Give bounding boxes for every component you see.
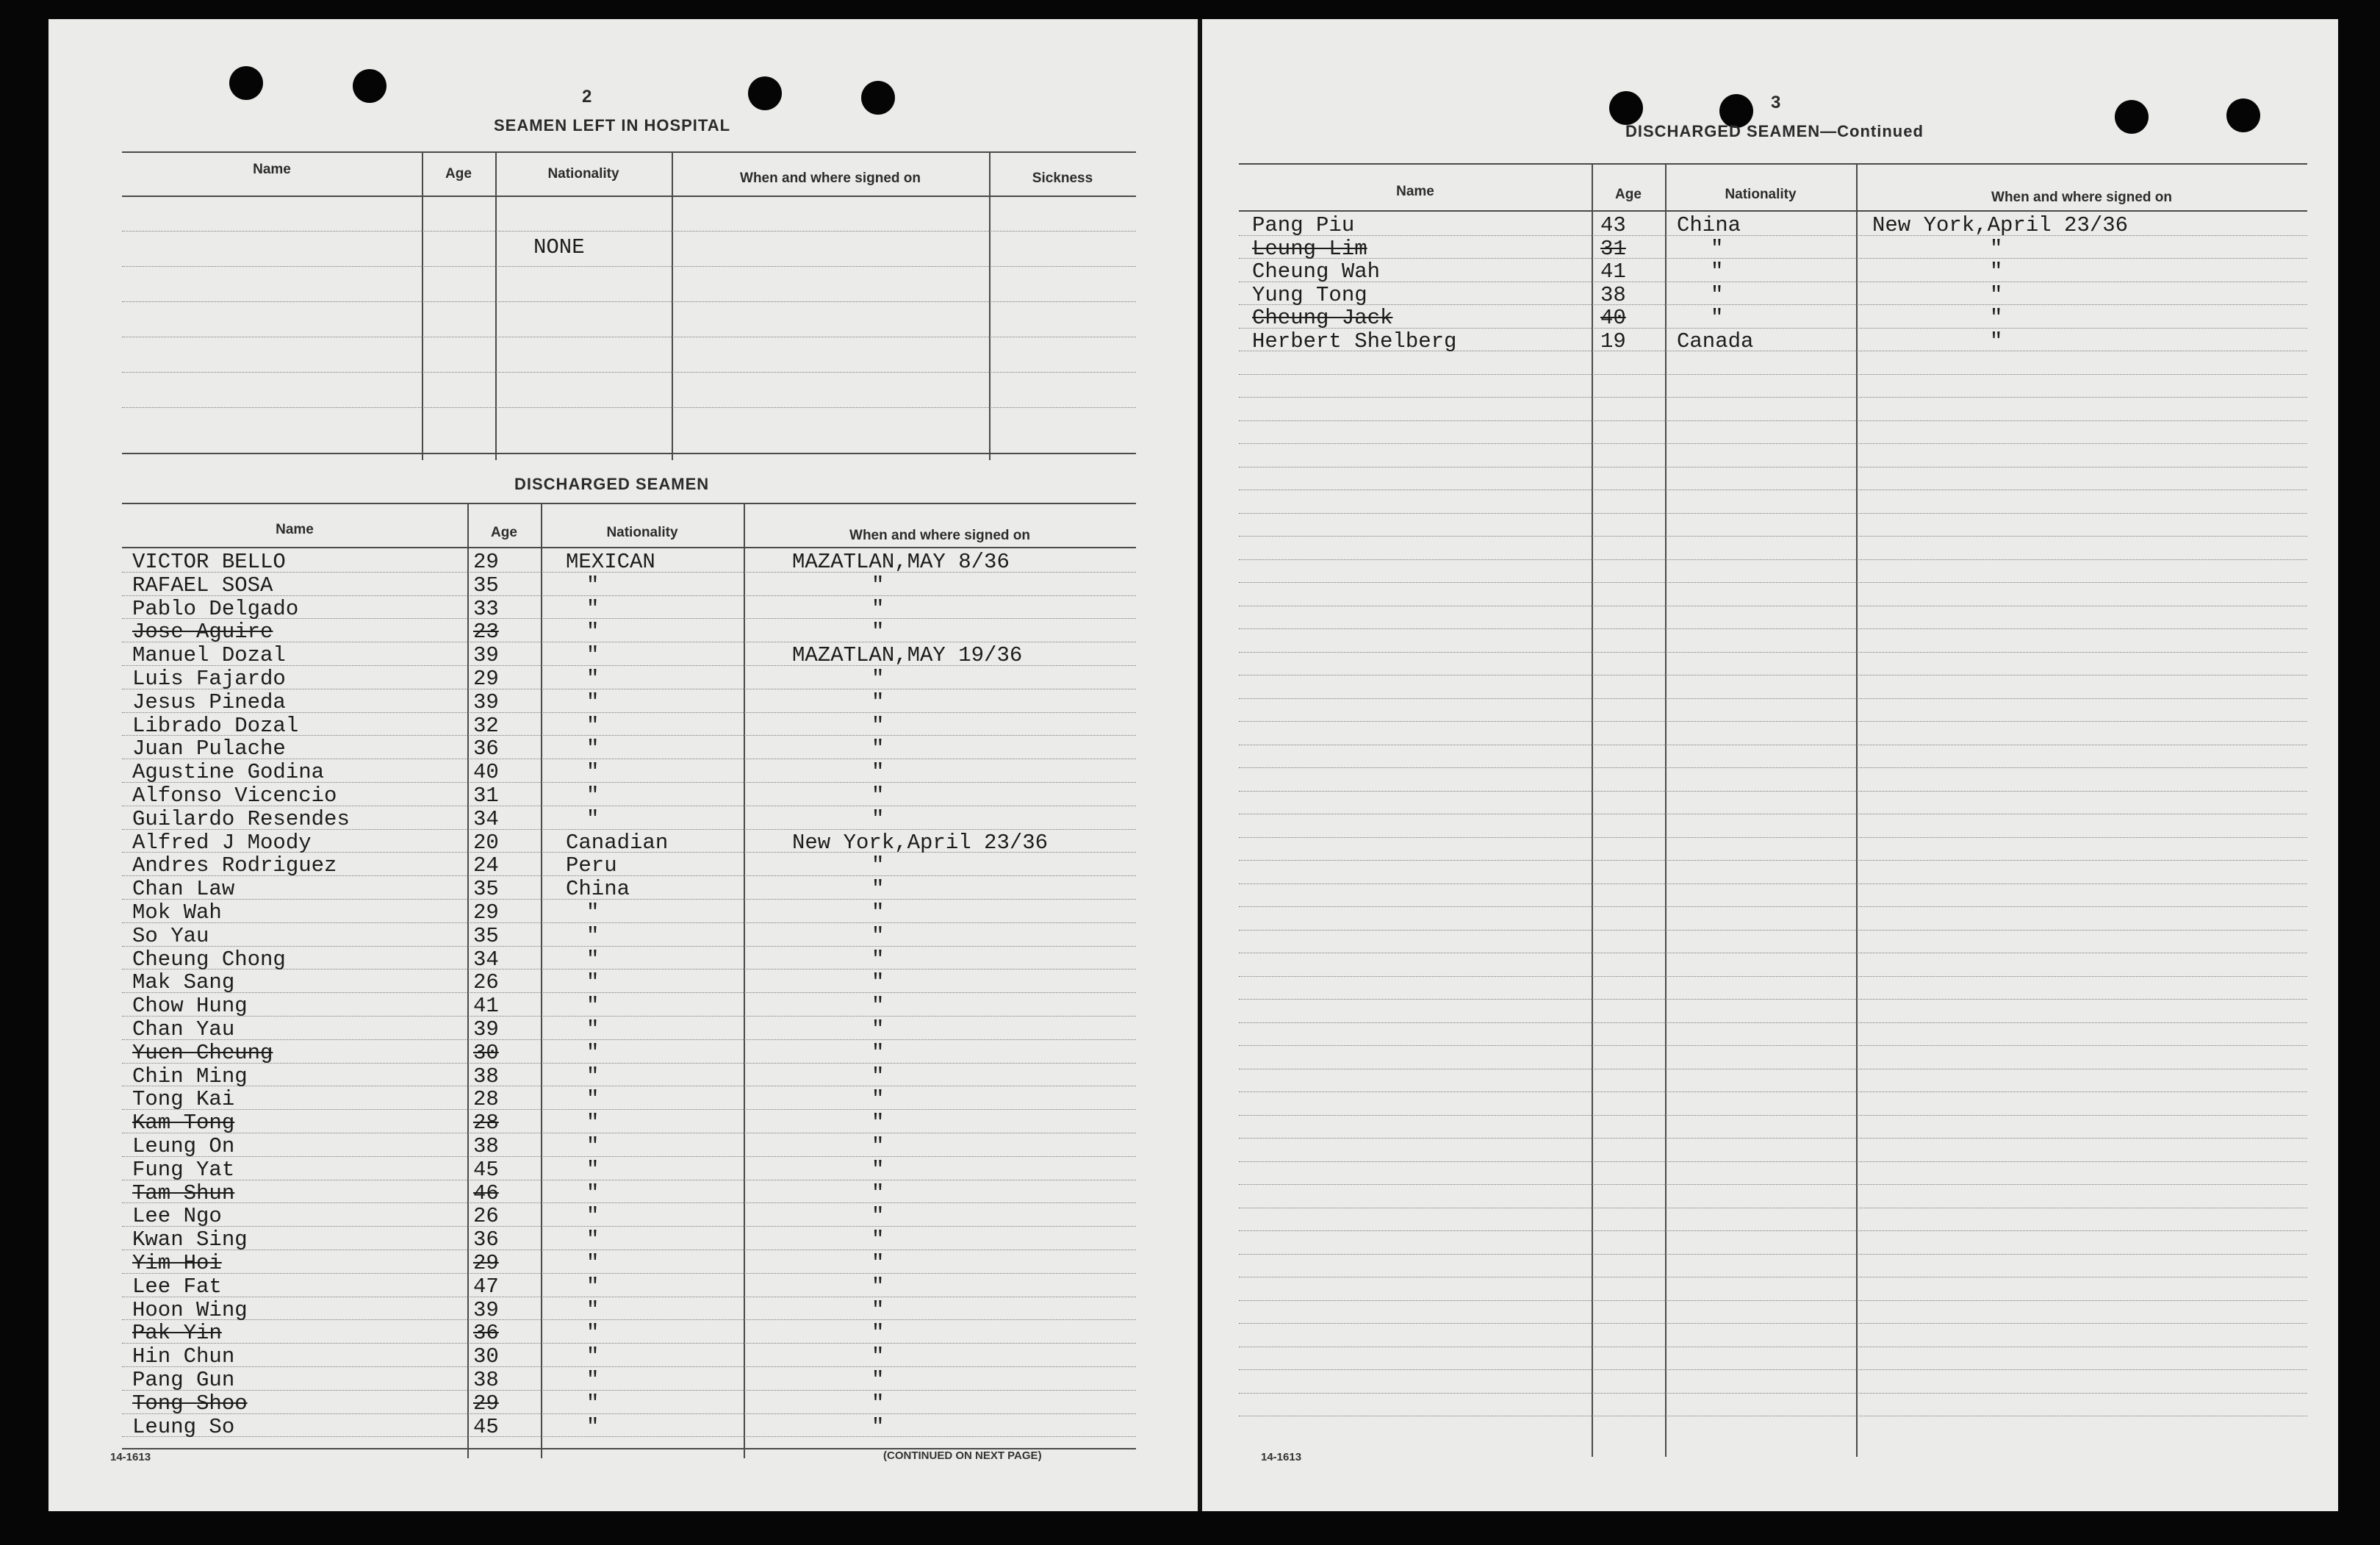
seaman-nationality: Peru — [566, 853, 617, 878]
page-number: 3 — [1771, 93, 1781, 112]
seaman-age: 41 — [473, 994, 499, 1019]
seaman-name: Leung On — [132, 1134, 235, 1158]
seaman-name: Kam Tong — [132, 1111, 235, 1136]
seaman-name: Yung Tong — [1252, 282, 1367, 307]
seaman-nationality: " — [586, 970, 600, 995]
seaman-nationality: " — [586, 923, 600, 948]
left-page — [48, 19, 1198, 1511]
seaman-nationality: " — [586, 760, 600, 785]
seaman-age: 36 — [473, 1321, 499, 1346]
seaman-name: Mak Sang — [132, 970, 235, 995]
seaman-age: 31 — [1600, 236, 1626, 261]
seaman-age: 30 — [473, 1040, 499, 1065]
seaman-signed-on: " — [871, 1157, 885, 1182]
seaman-nationality: " — [586, 620, 600, 645]
seaman-nationality: MEXICAN — [566, 550, 655, 574]
col-name: Name — [1396, 184, 1434, 199]
col-signed: When and where signed on — [740, 171, 921, 186]
seaman-signed-on: " — [871, 853, 885, 878]
seaman-name: Cheung Wah — [1252, 259, 1381, 284]
seaman-age: 23 — [473, 620, 499, 645]
seaman-name: Pak Yin — [132, 1321, 222, 1346]
seaman-nationality: " — [586, 596, 600, 621]
seaman-nationality: " — [586, 1040, 600, 1065]
seaman-nationality: " — [586, 1274, 600, 1299]
seaman-age: 36 — [473, 736, 499, 761]
seaman-age: 43 — [1600, 213, 1626, 237]
seaman-name: Yim Hoi — [132, 1251, 222, 1275]
seaman-signed-on: " — [871, 596, 885, 621]
seaman-age: 40 — [1600, 306, 1626, 330]
seaman-name: Hin Chun — [132, 1344, 235, 1369]
seaman-nationality: " — [586, 900, 600, 925]
seaman-signed-on: " — [871, 620, 885, 645]
seaman-age: 34 — [473, 947, 499, 972]
seaman-signed-on: " — [871, 1321, 885, 1346]
col-nationality: Nationality — [1725, 187, 1797, 202]
seaman-signed-on: " — [871, 1017, 885, 1042]
seaman-nationality: " — [586, 1391, 600, 1416]
seaman-nationality: " — [586, 689, 600, 714]
seaman-nationality: " — [586, 1204, 600, 1229]
seaman-signed-on: " — [871, 1344, 885, 1369]
discharged-heading: DISCHARGED SEAMEN — [514, 475, 710, 493]
seaman-nationality: " — [586, 1227, 600, 1252]
seaman-age: 30 — [473, 1344, 499, 1369]
seaman-signed-on: " — [871, 994, 885, 1019]
seaman-name: Kwan Sing — [132, 1227, 248, 1252]
seaman-age: 26 — [473, 970, 499, 995]
seaman-age: 38 — [1600, 282, 1626, 307]
seaman-nationality: " — [586, 806, 600, 831]
seaman-name: Leung So — [132, 1414, 235, 1439]
seaman-age: 35 — [473, 877, 499, 902]
col-sickness: Sickness — [1032, 171, 1093, 186]
seaman-nationality: " — [586, 1111, 600, 1136]
discharged-table — [122, 503, 1136, 1458]
seaman-name: Andres Rodriguez — [132, 853, 337, 878]
seaman-signed-on: " — [871, 1087, 885, 1112]
seaman-name: Agustine Godina — [132, 760, 325, 785]
seaman-age: 20 — [473, 830, 499, 855]
continued-note: (CONTINUED ON NEXT PAGE) — [883, 1449, 1042, 1462]
seaman-name: Pang Piu — [1252, 213, 1355, 237]
seaman-age: 19 — [1600, 329, 1626, 354]
seaman-name: Chow Hung — [132, 994, 248, 1019]
seaman-nationality: " — [586, 1134, 600, 1158]
seaman-age: 35 — [473, 923, 499, 948]
seaman-age: 39 — [473, 1017, 499, 1042]
seaman-name: Herbert Shelberg — [1252, 329, 1457, 354]
seaman-name: Pablo Delgado — [132, 596, 299, 621]
seaman-signed-on: " — [871, 947, 885, 972]
punch-hole — [2226, 98, 2260, 132]
col-nationality: Nationality — [547, 166, 619, 182]
seaman-name: Fung Yat — [132, 1157, 235, 1182]
seaman-signed-on: " — [871, 1227, 885, 1252]
seaman-signed-on: " — [871, 1274, 885, 1299]
seaman-signed-on: New York,April 23/36 — [1872, 213, 2129, 237]
seaman-name: Cheung Jack — [1252, 306, 1393, 330]
seaman-name: Librado Dozal — [132, 713, 299, 738]
seaman-name: VICTOR BELLO — [132, 550, 286, 574]
seaman-signed-on: " — [871, 573, 885, 598]
seaman-nationality: " — [586, 1064, 600, 1089]
seaman-name: Juan Pulache — [132, 736, 286, 761]
seaman-age: 26 — [473, 1204, 499, 1229]
seaman-age: 39 — [473, 643, 499, 668]
seaman-name: Chin Ming — [132, 1064, 248, 1089]
seaman-age: 46 — [473, 1180, 499, 1205]
seaman-signed-on: " — [871, 1204, 885, 1229]
seaman-signed-on: " — [1990, 282, 2003, 307]
seaman-age: 28 — [473, 1111, 499, 1136]
seaman-nationality: " — [1711, 236, 1724, 261]
seaman-name: Lee Fat — [132, 1274, 222, 1299]
seaman-age: 38 — [473, 1368, 499, 1392]
seaman-nationality: China — [566, 877, 630, 902]
seaman-name: Tam Shun — [132, 1180, 235, 1205]
seaman-name: Jesus Pineda — [132, 689, 286, 714]
seaman-age: 32 — [473, 713, 499, 738]
seaman-nationality: " — [586, 947, 600, 972]
punch-hole — [353, 69, 387, 103]
seaman-name: Mok Wah — [132, 900, 222, 925]
seaman-signed-on: " — [871, 1134, 885, 1158]
discharged-continued-table — [1239, 163, 2307, 1457]
seaman-name: Yuen Cheung — [132, 1040, 273, 1065]
seaman-name: Lee Ngo — [132, 1204, 222, 1229]
seaman-name: Guilardo Resendes — [132, 806, 350, 831]
seaman-age: 39 — [473, 689, 499, 714]
seaman-name: Cheung Chong — [132, 947, 286, 972]
seaman-signed-on: " — [871, 1111, 885, 1136]
col-age: Age — [491, 525, 517, 540]
seaman-age: 39 — [473, 1297, 499, 1322]
seaman-nationality: " — [586, 1087, 600, 1112]
seaman-nationality: " — [586, 667, 600, 691]
seaman-nationality: " — [1711, 306, 1724, 330]
seaman-signed-on: " — [871, 1040, 885, 1065]
col-nationality: Nationality — [606, 525, 678, 540]
seaman-name: Hoon Wing — [132, 1297, 248, 1322]
seaman-nationality: " — [586, 1251, 600, 1275]
discharged-continued-heading: DISCHARGED SEAMEN—Continued — [1625, 122, 1924, 140]
seaman-signed-on: " — [871, 1368, 885, 1392]
seaman-name: Chan Law — [132, 877, 235, 902]
col-age: Age — [445, 166, 472, 182]
seaman-name: Chan Yau — [132, 1017, 235, 1042]
seaman-nationality: " — [586, 713, 600, 738]
seaman-name: Luis Fajardo — [132, 667, 286, 691]
seaman-nationality: " — [586, 1017, 600, 1042]
seaman-age: 35 — [473, 573, 499, 598]
seaman-age: 29 — [473, 1251, 499, 1275]
punch-hole — [861, 81, 895, 115]
seaman-signed-on: MAZATLAN,MAY 19/36 — [792, 643, 1023, 668]
seaman-age: 47 — [473, 1274, 499, 1299]
seaman-signed-on: " — [871, 1064, 885, 1089]
seaman-name: RAFAEL SOSA — [132, 573, 273, 598]
seaman-signed-on: " — [871, 970, 885, 995]
seaman-nationality: " — [586, 994, 600, 1019]
punch-hole — [2115, 100, 2149, 134]
seaman-nationality: " — [586, 573, 600, 598]
seaman-nationality: Canadian — [566, 830, 669, 855]
seaman-name: Leung Lim — [1252, 236, 1367, 261]
form-number: 14-1613 — [1261, 1451, 1302, 1463]
seaman-nationality: " — [1711, 282, 1724, 307]
seaman-age: 24 — [473, 853, 499, 878]
seaman-signed-on: " — [1990, 259, 2003, 284]
seaman-age: 29 — [473, 1391, 499, 1416]
col-name: Name — [276, 522, 314, 537]
seaman-signed-on: " — [871, 784, 885, 808]
punch-hole — [1609, 91, 1643, 125]
seaman-name: Pang Gun — [132, 1368, 235, 1392]
seaman-signed-on: " — [871, 713, 885, 738]
seaman-signed-on: " — [871, 667, 885, 691]
seaman-name: Alfred J Moody — [132, 830, 312, 855]
seaman-signed-on: " — [871, 1251, 885, 1275]
seaman-name: Manuel Dozal — [132, 643, 286, 668]
seaman-age: 34 — [473, 806, 499, 831]
hospital-table — [122, 151, 1136, 460]
seaman-name: Tong Kai — [132, 1087, 235, 1112]
seaman-age: 31 — [473, 784, 499, 808]
seaman-signed-on: New York,April 23/36 — [792, 830, 1049, 855]
seaman-nationality: " — [586, 736, 600, 761]
right-page — [1202, 19, 2338, 1511]
seaman-signed-on: " — [871, 806, 885, 831]
seaman-age: 28 — [473, 1087, 499, 1112]
hospital-none-entry: NONE — [533, 235, 585, 259]
seaman-nationality: " — [586, 1297, 600, 1322]
seaman-signed-on: " — [871, 736, 885, 761]
seaman-nationality: " — [586, 1368, 600, 1392]
seaman-name: Tong Shoo — [132, 1391, 248, 1416]
seaman-signed-on: " — [1990, 236, 2003, 261]
seaman-signed-on: " — [1990, 329, 2003, 354]
seaman-age: 38 — [473, 1064, 499, 1089]
seaman-name: So Yau — [132, 923, 209, 948]
seaman-signed-on: " — [1990, 306, 2003, 330]
col-signed: When and where signed on — [849, 528, 1030, 543]
seaman-age: 38 — [473, 1134, 499, 1158]
punch-hole — [748, 76, 782, 110]
seaman-age: 29 — [473, 667, 499, 691]
seaman-signed-on: " — [871, 923, 885, 948]
seaman-age: 36 — [473, 1227, 499, 1252]
seaman-signed-on: MAZATLAN,MAY 8/36 — [792, 550, 1010, 574]
punch-hole — [229, 66, 263, 100]
seaman-age: 41 — [1600, 259, 1626, 284]
seaman-nationality: " — [586, 1321, 600, 1346]
col-signed: When and where signed on — [1991, 190, 2172, 205]
seaman-nationality: " — [586, 1157, 600, 1182]
seaman-nationality: " — [586, 784, 600, 808]
seaman-age: 33 — [473, 596, 499, 621]
seaman-signed-on: " — [871, 900, 885, 925]
seaman-nationality: " — [586, 643, 600, 668]
col-name: Name — [253, 162, 291, 177]
col-age: Age — [1615, 187, 1642, 202]
seaman-nationality: Canada — [1677, 329, 1754, 354]
seaman-signed-on: " — [871, 1180, 885, 1205]
seaman-age: 45 — [473, 1414, 499, 1439]
seaman-signed-on: " — [871, 1414, 885, 1439]
hospital-heading: SEAMEN LEFT IN HOSPITAL — [494, 116, 731, 135]
seaman-age: 45 — [473, 1157, 499, 1182]
page-number: 2 — [582, 87, 592, 107]
form-number: 14-1613 — [110, 1451, 151, 1463]
seaman-signed-on: " — [871, 877, 885, 902]
seaman-signed-on: " — [871, 1297, 885, 1322]
seaman-nationality: " — [586, 1180, 600, 1205]
seaman-signed-on: " — [871, 760, 885, 785]
seaman-name: Jose Aguire — [132, 620, 273, 645]
seaman-nationality: " — [586, 1344, 600, 1369]
seaman-age: 29 — [473, 900, 499, 925]
seaman-nationality: China — [1677, 213, 1741, 237]
seaman-signed-on: " — [871, 689, 885, 714]
seaman-signed-on: " — [871, 1391, 885, 1416]
seaman-age: 29 — [473, 550, 499, 574]
seaman-nationality: " — [1711, 259, 1724, 284]
seaman-age: 40 — [473, 760, 499, 785]
seaman-name: Alfonso Vicencio — [132, 784, 337, 808]
seaman-nationality: " — [586, 1414, 600, 1439]
